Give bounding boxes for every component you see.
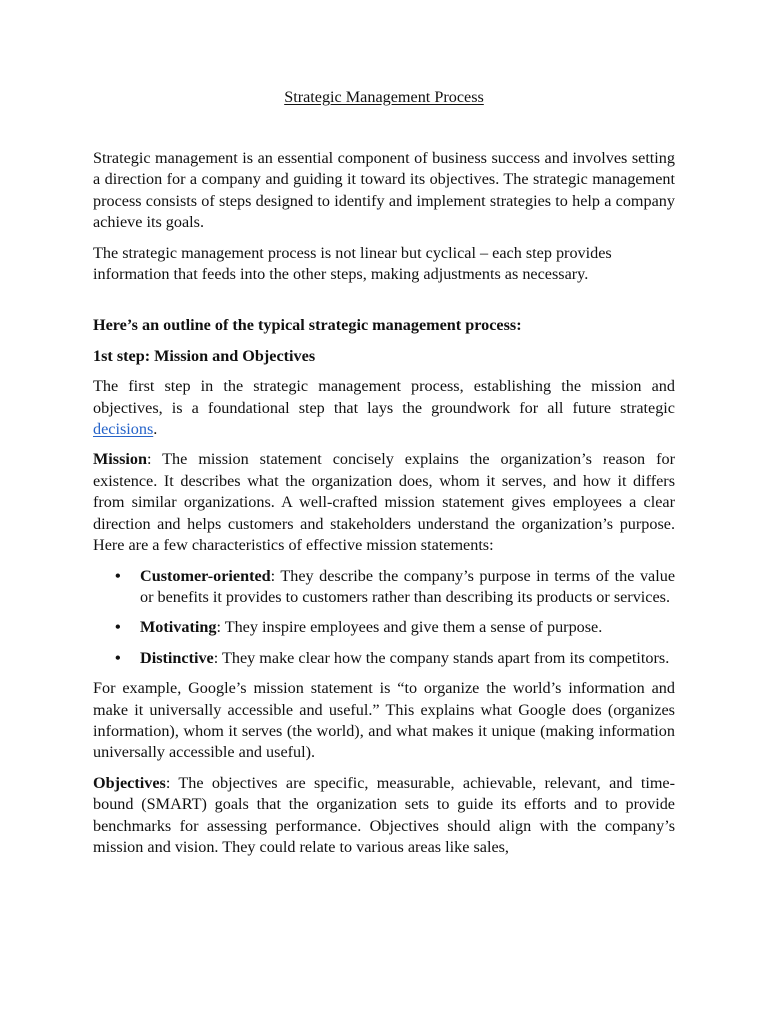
bullet-text: : They inspire employees and give them a sense of purpose.	[216, 618, 603, 637]
decisions-link[interactable]: decisions	[93, 420, 154, 439]
bullet-label: Customer-oriented	[140, 566, 271, 585]
mission-text: : The mission statement concisely explains the organization’s reason for existence. It describes what the organization does, whom it serves, and how it differs from similar organizations. A well-crafted mission statement gives employees a clear direction and helps customers and stakeholders understand the organization’s purpose. Here are a few characteristics of effective mission statements:	[93, 450, 675, 555]
spacer	[93, 294, 675, 315]
bullet-label: Motivating	[140, 618, 217, 637]
step1-heading: 1st step: Mission and Objectives	[93, 346, 316, 365]
step1-text: The first step in the strategic management process, establishing the mission and objectives, is a foundational step that lays the groundwork for all future strategic	[93, 377, 675, 417]
intro-paragraph-2: The strategic management process is not linear but cyclical – each step provides information that feeds into the other steps, making adjustments as necessary.	[93, 243, 612, 284]
bullet-icon: •	[115, 648, 121, 667]
list-item	[93, 648, 675, 669]
document-body	[93, 148, 675, 867]
bullet-text: : They describe the company’s purpose in terms of the value or benefits it provides to customers rather than describing its products or services.	[140, 566, 675, 606]
objectives-text: : The objectives are specific, measurable, achievable, relevant, and time-bound (SMART) goals that the organization sets to guide its efforts and to provide benchmarks for assessing performance. Objectives should align with the company’s mission and vision. They could relate to various areas like sales,	[93, 773, 675, 856]
mission-paragraph	[93, 449, 675, 556]
bullet-icon: •	[115, 618, 121, 637]
bullet-text: : They make clear how the company stands apart from its competitors.	[213, 648, 670, 667]
objectives-paragraph	[93, 773, 675, 859]
page-title: Strategic Management Process	[284, 88, 484, 106]
intro-paragraph-1: Strategic management is an essential component of business success and involves setting a direction for a company and guiding it toward its objectives. The strategic management process consists of steps designed to identify and implement strategies to help a company achieve its goals.	[93, 149, 675, 232]
list-item	[93, 566, 675, 609]
step1-paragraph	[93, 376, 675, 440]
step1-text-end: .	[153, 420, 158, 439]
example-paragraph: For example, Google’s mission statement is “to organize the world’s information and make it universally accessible and useful.” This explains what Google does (organizes information), whom it serves (the world), and what makes it unique (making information universally accessible and useful).	[93, 679, 675, 762]
characteristics-list	[93, 566, 675, 670]
list-item	[93, 617, 675, 638]
objectives-label: Objectives	[93, 773, 166, 792]
bullet-label: Distinctive	[140, 648, 214, 667]
bullet-icon: •	[115, 566, 121, 585]
outline-heading: Here’s an outline of the typical strategic management process:	[93, 316, 522, 335]
mission-label: Mission	[93, 450, 147, 469]
